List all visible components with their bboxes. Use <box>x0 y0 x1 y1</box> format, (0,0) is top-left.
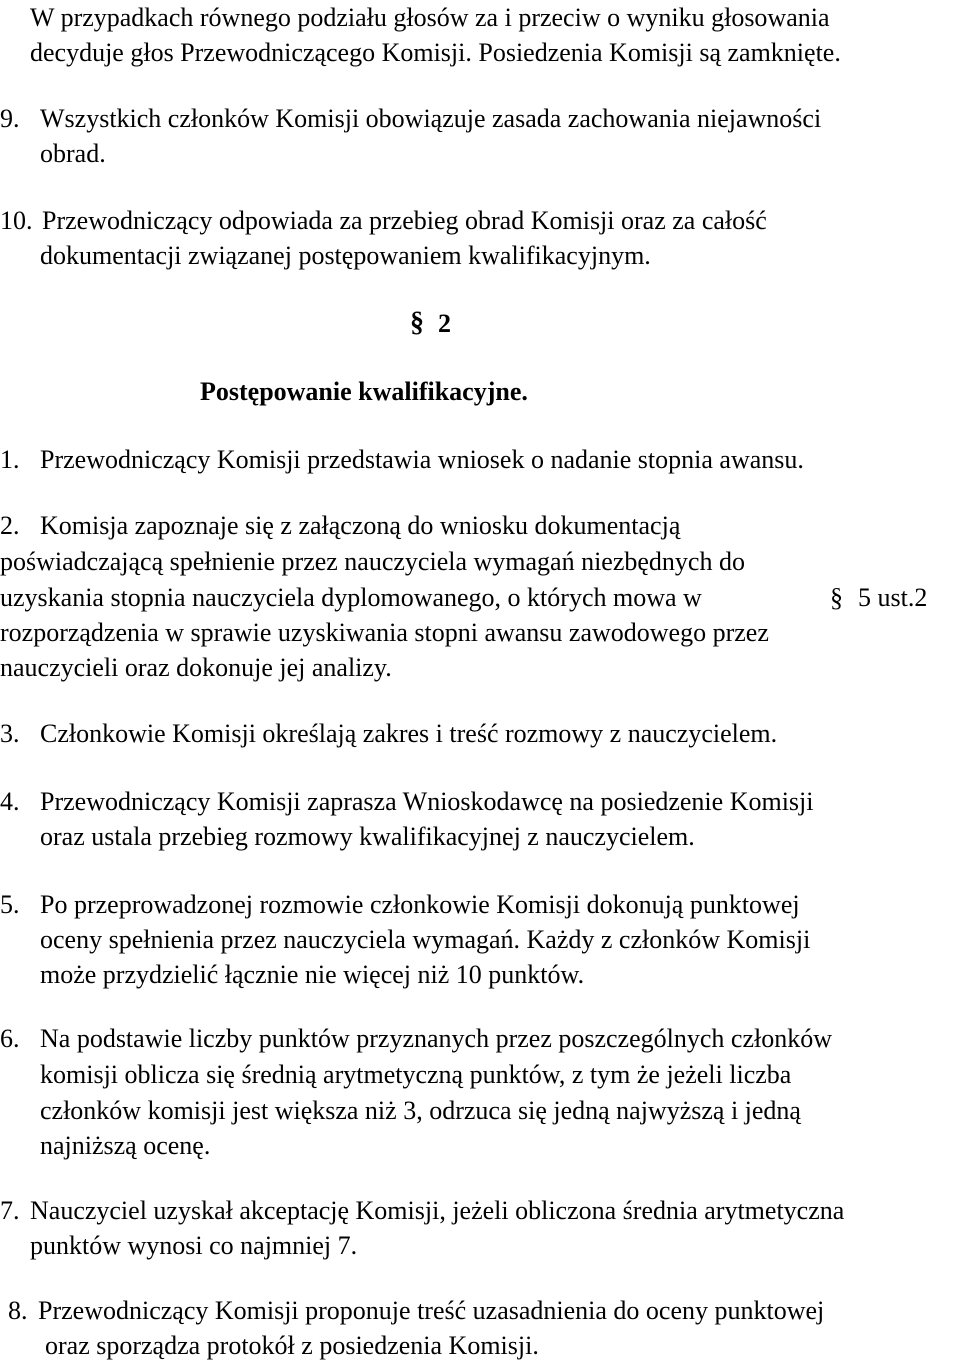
item-line: uzyskania stopnia nauczyciela dyplomowanego, o których mowa w <box>0 583 702 612</box>
section-number: 2 <box>438 309 451 338</box>
item-line: może przydzielić łącznie nie więcej niż 10 punktów. <box>40 960 585 989</box>
item-line: oceny spełnienia przez nauczyciela wymagań. Każdy z członków Komisji <box>40 925 811 954</box>
item-line: obrad. <box>40 139 106 168</box>
item-line: Po przeprowadzonej rozmowie członkowie Komisji dokonują punktowej <box>40 890 800 919</box>
item-number: 5. <box>0 890 20 919</box>
item-line: oraz sporządza protokół z posiedzenia Komisji. <box>45 1331 539 1360</box>
item-line: nauczycieli oraz dokonuje jej analizy. <box>0 653 392 682</box>
item-line: oraz ustala przebieg rozmowy kwalifikacyjnej z nauczycielem. <box>40 822 695 851</box>
section-ref-sign-icon: § <box>830 583 843 612</box>
item-number: 2. <box>0 511 20 540</box>
item-number: 1. <box>0 445 20 474</box>
item-line: Przewodniczący odpowiada za przebieg obrad Komisji oraz za całość <box>42 206 767 235</box>
section-title: Postępowanie kwalifikacyjne. <box>200 377 528 406</box>
item-number: 7. <box>0 1196 20 1225</box>
item-number: 6. <box>0 1024 20 1053</box>
item-number: 3. <box>0 719 20 748</box>
item-line: najniższą ocenę. <box>40 1131 211 1160</box>
item-line: rozporządzenia w sprawie uzyskiwania stopni awansu zawodowego przez <box>0 618 769 647</box>
item-number: 8. <box>8 1296 28 1325</box>
item-number: 10. <box>0 206 33 235</box>
item-number: 9. <box>0 104 20 133</box>
item-line: Komisja zapoznaje się z załączoną do wniosku dokumentacją <box>40 511 681 540</box>
item-line: Na podstawie liczby punktów przyznanych przez poszczególnych członków <box>40 1024 832 1053</box>
item-line: dokumentacji związanej postępowaniem kwalifikacyjnym. <box>40 241 651 270</box>
item-line: Członkowie Komisji określają zakres i treść rozmowy z nauczycielem. <box>40 719 778 748</box>
item-number: 4. <box>0 787 20 816</box>
continuation-line: decyduje głos Przewodniczącego Komisji. Posiedzenia Komisji są zamknięte. <box>30 38 841 67</box>
item-line: Przewodniczący Komisji przedstawia wniosek o nadanie stopnia awansu. <box>40 445 804 474</box>
item-line: Wszystkich członków Komisji obowiązuje zasada zachowania niejawności <box>40 104 822 133</box>
item-line: członków komisji jest większa niż 3, odrzuca się jedną najwyższą i jedną <box>40 1096 801 1125</box>
item-line: poświadczającą spełnienie przez nauczyciela wymagań niezbędnych do <box>0 547 745 576</box>
item-line: Przewodniczący Komisji zaprasza Wnioskodawcę na posiedzenie Komisji <box>40 787 814 816</box>
section-ref: 5 ust.2 <box>858 583 928 612</box>
continuation-line: W przypadkach równego podziału głosów za i przeciw o wyniku głosowania <box>30 3 830 32</box>
item-line: Nauczyciel uzyskał akceptację Komisji, jeżeli obliczona średnia arytmetyczna <box>30 1196 845 1225</box>
item-line: komisji oblicza się średnią arytmetyczną punktów, z tym że jeżeli liczba <box>40 1060 792 1089</box>
item-line: punktów wynosi co najmniej 7. <box>30 1231 358 1260</box>
item-line: Przewodniczący Komisji proponuje treść uzasadnienia do oceny punktowej <box>38 1296 825 1325</box>
section-sign-icon: § <box>410 307 424 338</box>
